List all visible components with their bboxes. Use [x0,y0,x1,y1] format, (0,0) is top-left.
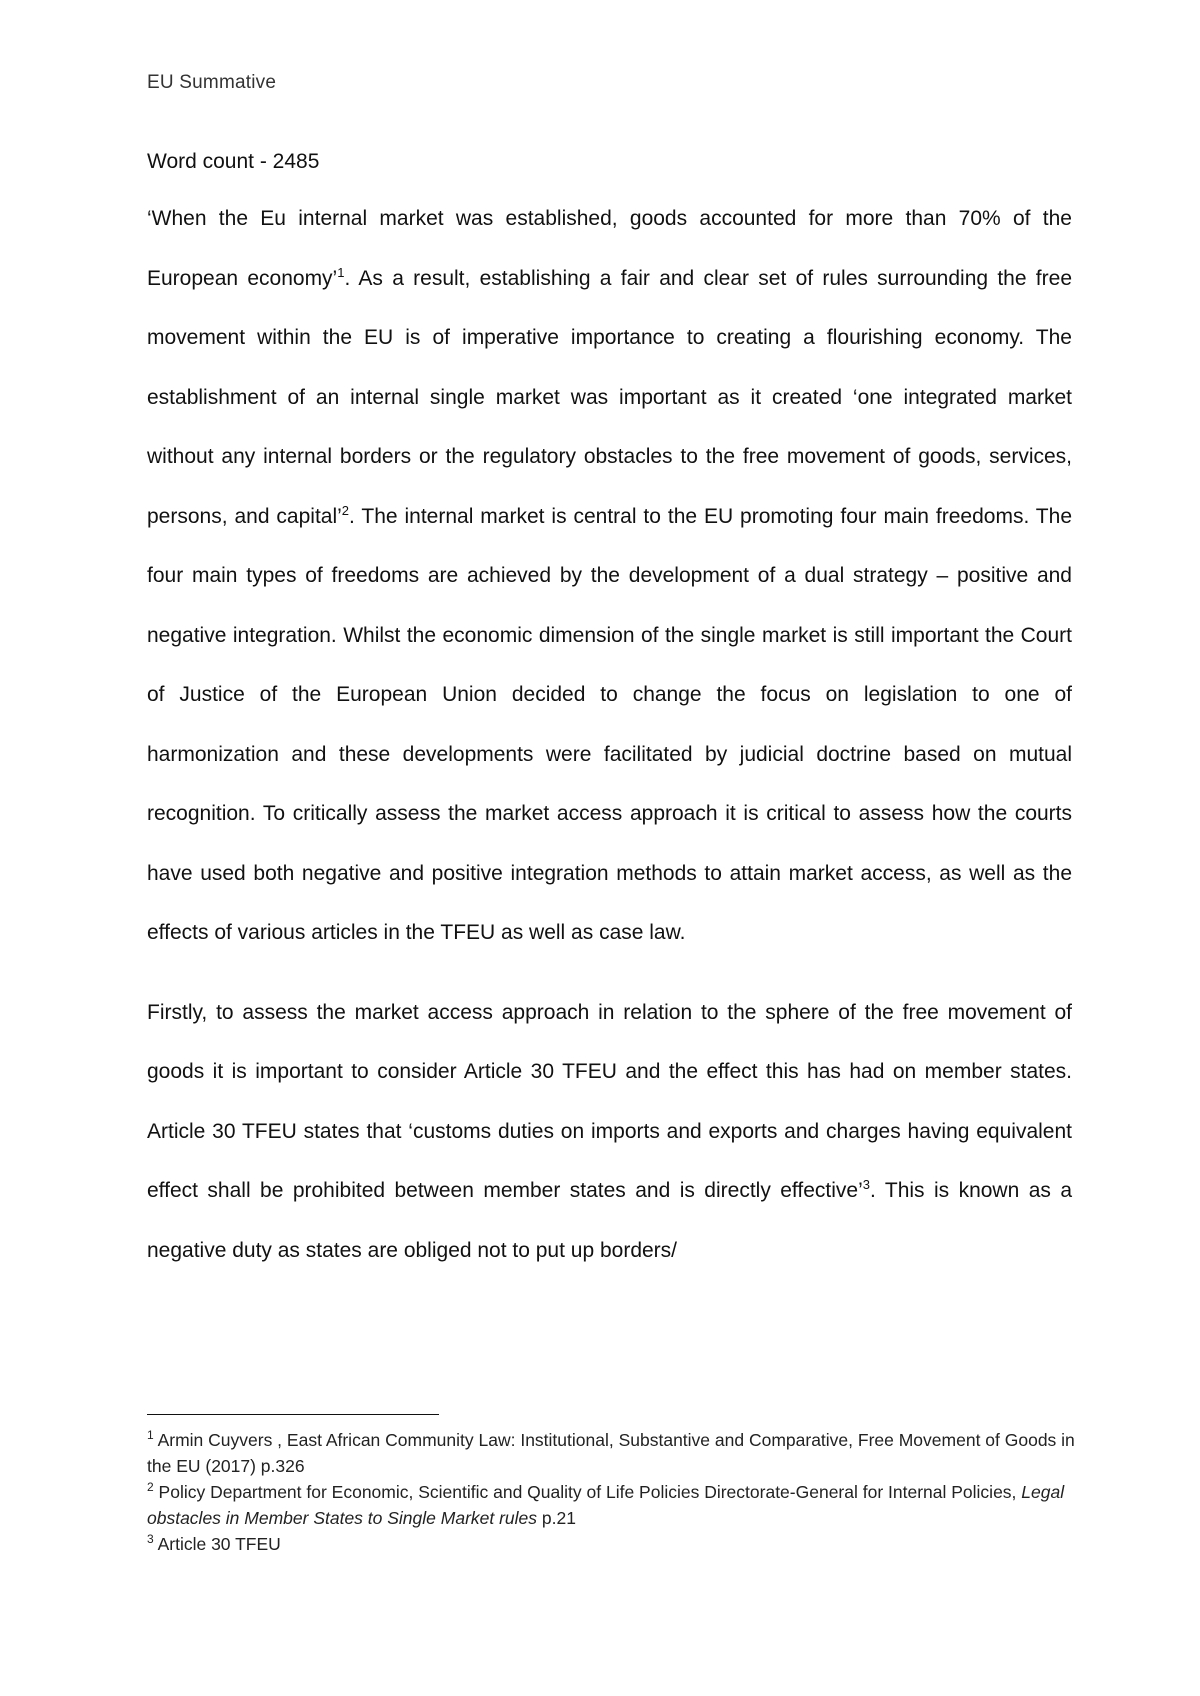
page-header: EU Summative [147,72,277,93]
footnote-1 [147,1427,1077,1479]
footnote-reference: 3 [862,1177,870,1192]
word-count: Word count - 2485 [147,150,320,173]
footnote-text: Article 30 TFEU [153,1534,281,1554]
footnote-reference: 2 [341,502,350,518]
footnote-text: Policy Department for Economic, Scientific and Quality of Life Policies Directorate-General for Internal Policies, [153,1482,1022,1502]
paragraph-text: Firstly, to assess the market access approach in relation to the sphere of the free movement of goods it is important to consider Article 30 TFEU and the effect this has had on member states. Article 30 TFEU states that ‘customs duties on imports and exports and charges having equivalent effect shall be prohibited between member states and is directly effective’ [147,1000,1072,1202]
footnote-2 [147,1479,1077,1531]
footnote-number: 2 [147,1480,154,1495]
paragraph-text: ‘When the Eu internal market was established, goods accounted for more than 70% of the European economy’ [147,207,1072,290]
footnote-reference: 1 [337,264,345,280]
essay-body [147,189,1072,1280]
paragraph-text: . This is known as a negative duty as states are obliged not to put up borders/ [147,1179,1073,1262]
footnote-text: Armin Cuyvers , East African Community Law: Institutional, Substantive and Comparative, Free Movement of Goods in the EU (2017) p.326 [147,1430,1075,1476]
paragraph-text: . As a result, establishing a fair and clear set of rules surrounding the free movement within the EU is of imperative importance to creating a flourishing economy. The establishment of an internal single market was important as it created ‘one integrated market without any internal borders or the regulatory obstacles to the free movement of goods, services, persons, and capital’ [147,266,1072,528]
footnote-number: 1 [147,1428,154,1443]
footnote-italic-title: Legal obstacles in Member States to Single Market rules [147,1482,1065,1528]
footnotes-section [147,1427,1077,1557]
footnote-separator [147,1414,439,1415]
footnote-3 [147,1531,1077,1557]
footnote-number: 3 [147,1532,154,1547]
footnote-text: p.21 [537,1508,576,1528]
body-paragraph-1 [147,189,1072,963]
paragraph-text: . The internal market is central to the EU promoting four main freedoms. The four main types of freedoms are achieved by the development of a dual strategy – positive and negative integration. Whilst the economic dimension of the single market is still important the Court of Justice of the European Union decided to change the focus on legislation to one of harmonization and these developments were facilitated by judicial doctrine based on mutual recognition. To critically assess the market access approach it is critical to assess how the courts have used both negative and positive integration methods to attain market access, as well as the effects of various articles in the TFEU as well as case law. [147,504,1072,944]
body-paragraph-2 [147,983,1072,1281]
